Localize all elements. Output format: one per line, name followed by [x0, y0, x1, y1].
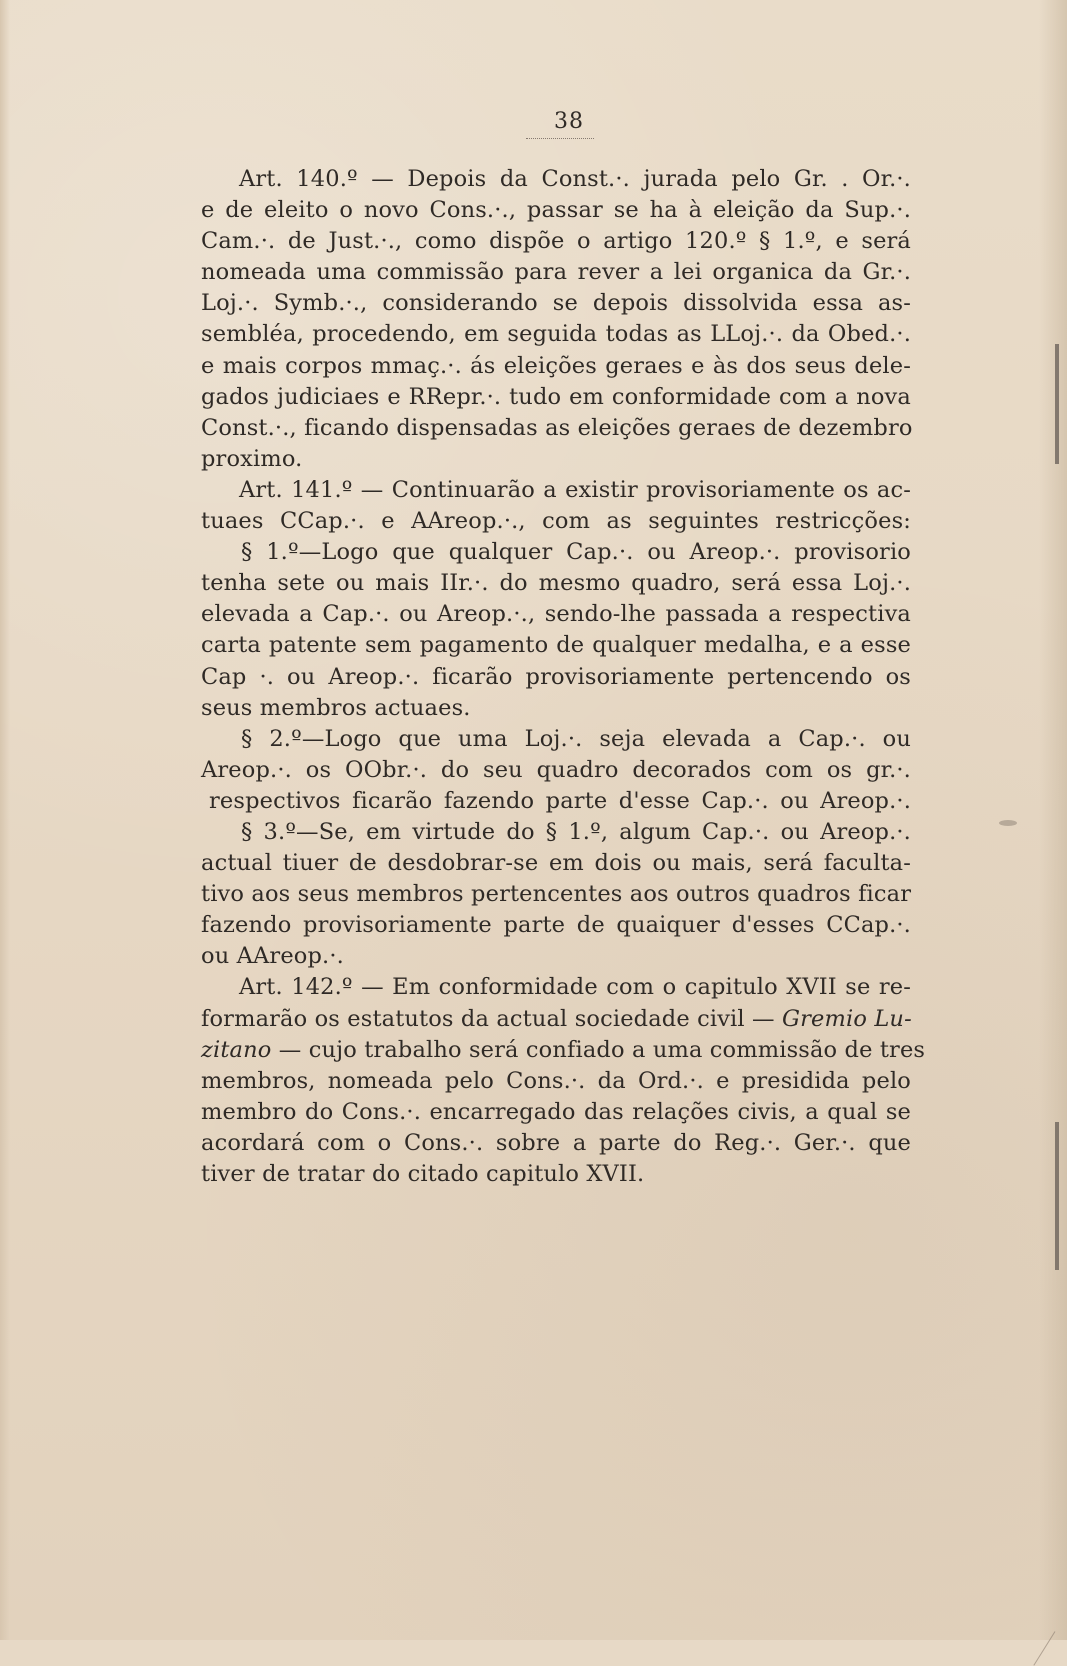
text-line: acordará com o Cons.·. sobre a parte do Reg.·. Ger.·. que: [201, 1129, 911, 1156]
text-line: Art. 142.º — Em conformidade com o capitulo XVII se re-: [239, 974, 911, 1001]
text-line: Areop.·. os OObr.·. do seu quadro decorados com os gr.·.: [201, 756, 911, 783]
text-line: e de eleito o novo Cons.·., passar se ha à eleição da Sup.·.: [201, 197, 911, 224]
text-line: ou AAreop.·.: [201, 943, 344, 970]
text-line: [201, 1035, 926, 1066]
text-line: Loj.·. Symb.·., considerando se depois dissolvida essa as-: [201, 290, 911, 317]
text-line: § 2.º—Logo que uma Loj.·. seja elevada a Cap.·. ou: [241, 725, 911, 752]
text-line: gados judiciaes e RRepr.·. tudo em conformidade com a nova: [201, 383, 911, 410]
margin-mark: [1055, 1122, 1059, 1270]
text-line: Art. 141.º — Continuarão a existir provisoriamente os ac-: [239, 476, 911, 503]
text-line: tuaes CCap.·. e AAreop.·., com as seguintes restricções:: [201, 508, 911, 535]
text-line: membro do Cons.·. encarregado das relações civis, a qual se: [201, 1098, 911, 1125]
text-line: Cam.·. de Just.·., como dispõe o artigo 120.º § 1.º, e será: [201, 228, 911, 255]
margin-mark: [1055, 344, 1059, 464]
text-line: membros, nomeada pelo Cons.·. da Ord.·. e presidida pelo: [201, 1067, 911, 1094]
text-line: seus membros actuaes.: [201, 694, 471, 721]
text-line: respectivos ficarão fazendo parte d'esse Cap.·. ou Areop.·.: [209, 787, 911, 814]
text-line: [201, 1004, 911, 1035]
page-number: 38: [554, 109, 584, 134]
text-line: Art. 140.º — Depois da Const.·. jurada pelo Gr. . Or.·.: [239, 166, 911, 192]
text-line: fazendo provisoriamente parte de quaiquer d'esses CCap.·.: [201, 912, 911, 939]
text-line: e mais corpos mmaç.·. ás eleições geraes e às dos seus dele-: [201, 352, 911, 379]
text-segment: — cujo trabalho será confiado a uma commissão de tres: [271, 1036, 926, 1063]
page-number-rule: [526, 138, 594, 139]
text-line: actual tiuer de desdobrar-se em dois ou mais, será faculta-: [201, 850, 911, 877]
text-line: proximo.: [201, 445, 303, 472]
text-line: Const.·., ficando dispensadas as eleições geraes de dezembro: [201, 414, 913, 441]
page-text: [201, 164, 926, 1190]
text-segment: formarão os estatutos da actual sociedade civil —: [201, 1005, 783, 1032]
italic-text: Gremio Lu-: [782, 1005, 912, 1032]
text-line: sembléa, procedendo, em seguida todas as LLoj.·. da Obed.·.: [201, 321, 911, 348]
right-page-edge: [1039, 0, 1067, 1640]
text-line: Cap ·. ou Areop.·. ficarão provisoriamente pertencendo os: [201, 663, 911, 690]
text-line: tenha sete ou mais IIr.·. do mesmo quadro, será essa Loj.·.: [201, 570, 911, 597]
text-line: elevada a Cap.·. ou Areop.·., sendo-lhe passada a respectiva: [201, 601, 911, 628]
left-page-edge: [0, 0, 10, 1640]
text-line: § 1.º—Logo que qualquer Cap.·. ou Areop.·. provisorio: [241, 539, 911, 566]
text-line: tiver de tratar do citado capitulo XVII.: [201, 1161, 645, 1187]
text-line: tivo aos seus membros pertencentes aos outros quadros ficar: [201, 881, 912, 908]
text-line: nomeada uma commissão para rever a lei organica da Gr.·.: [201, 259, 911, 286]
paper-stain: [999, 820, 1017, 826]
text-line: carta patente sem pagamento de qualquer medalha, e a esse: [201, 632, 911, 659]
italic-text: zitano: [201, 1036, 272, 1063]
text-line: § 3.º—Se, em virtude do § 1.º, algum Cap.·. ou Areop.·.: [241, 818, 911, 845]
